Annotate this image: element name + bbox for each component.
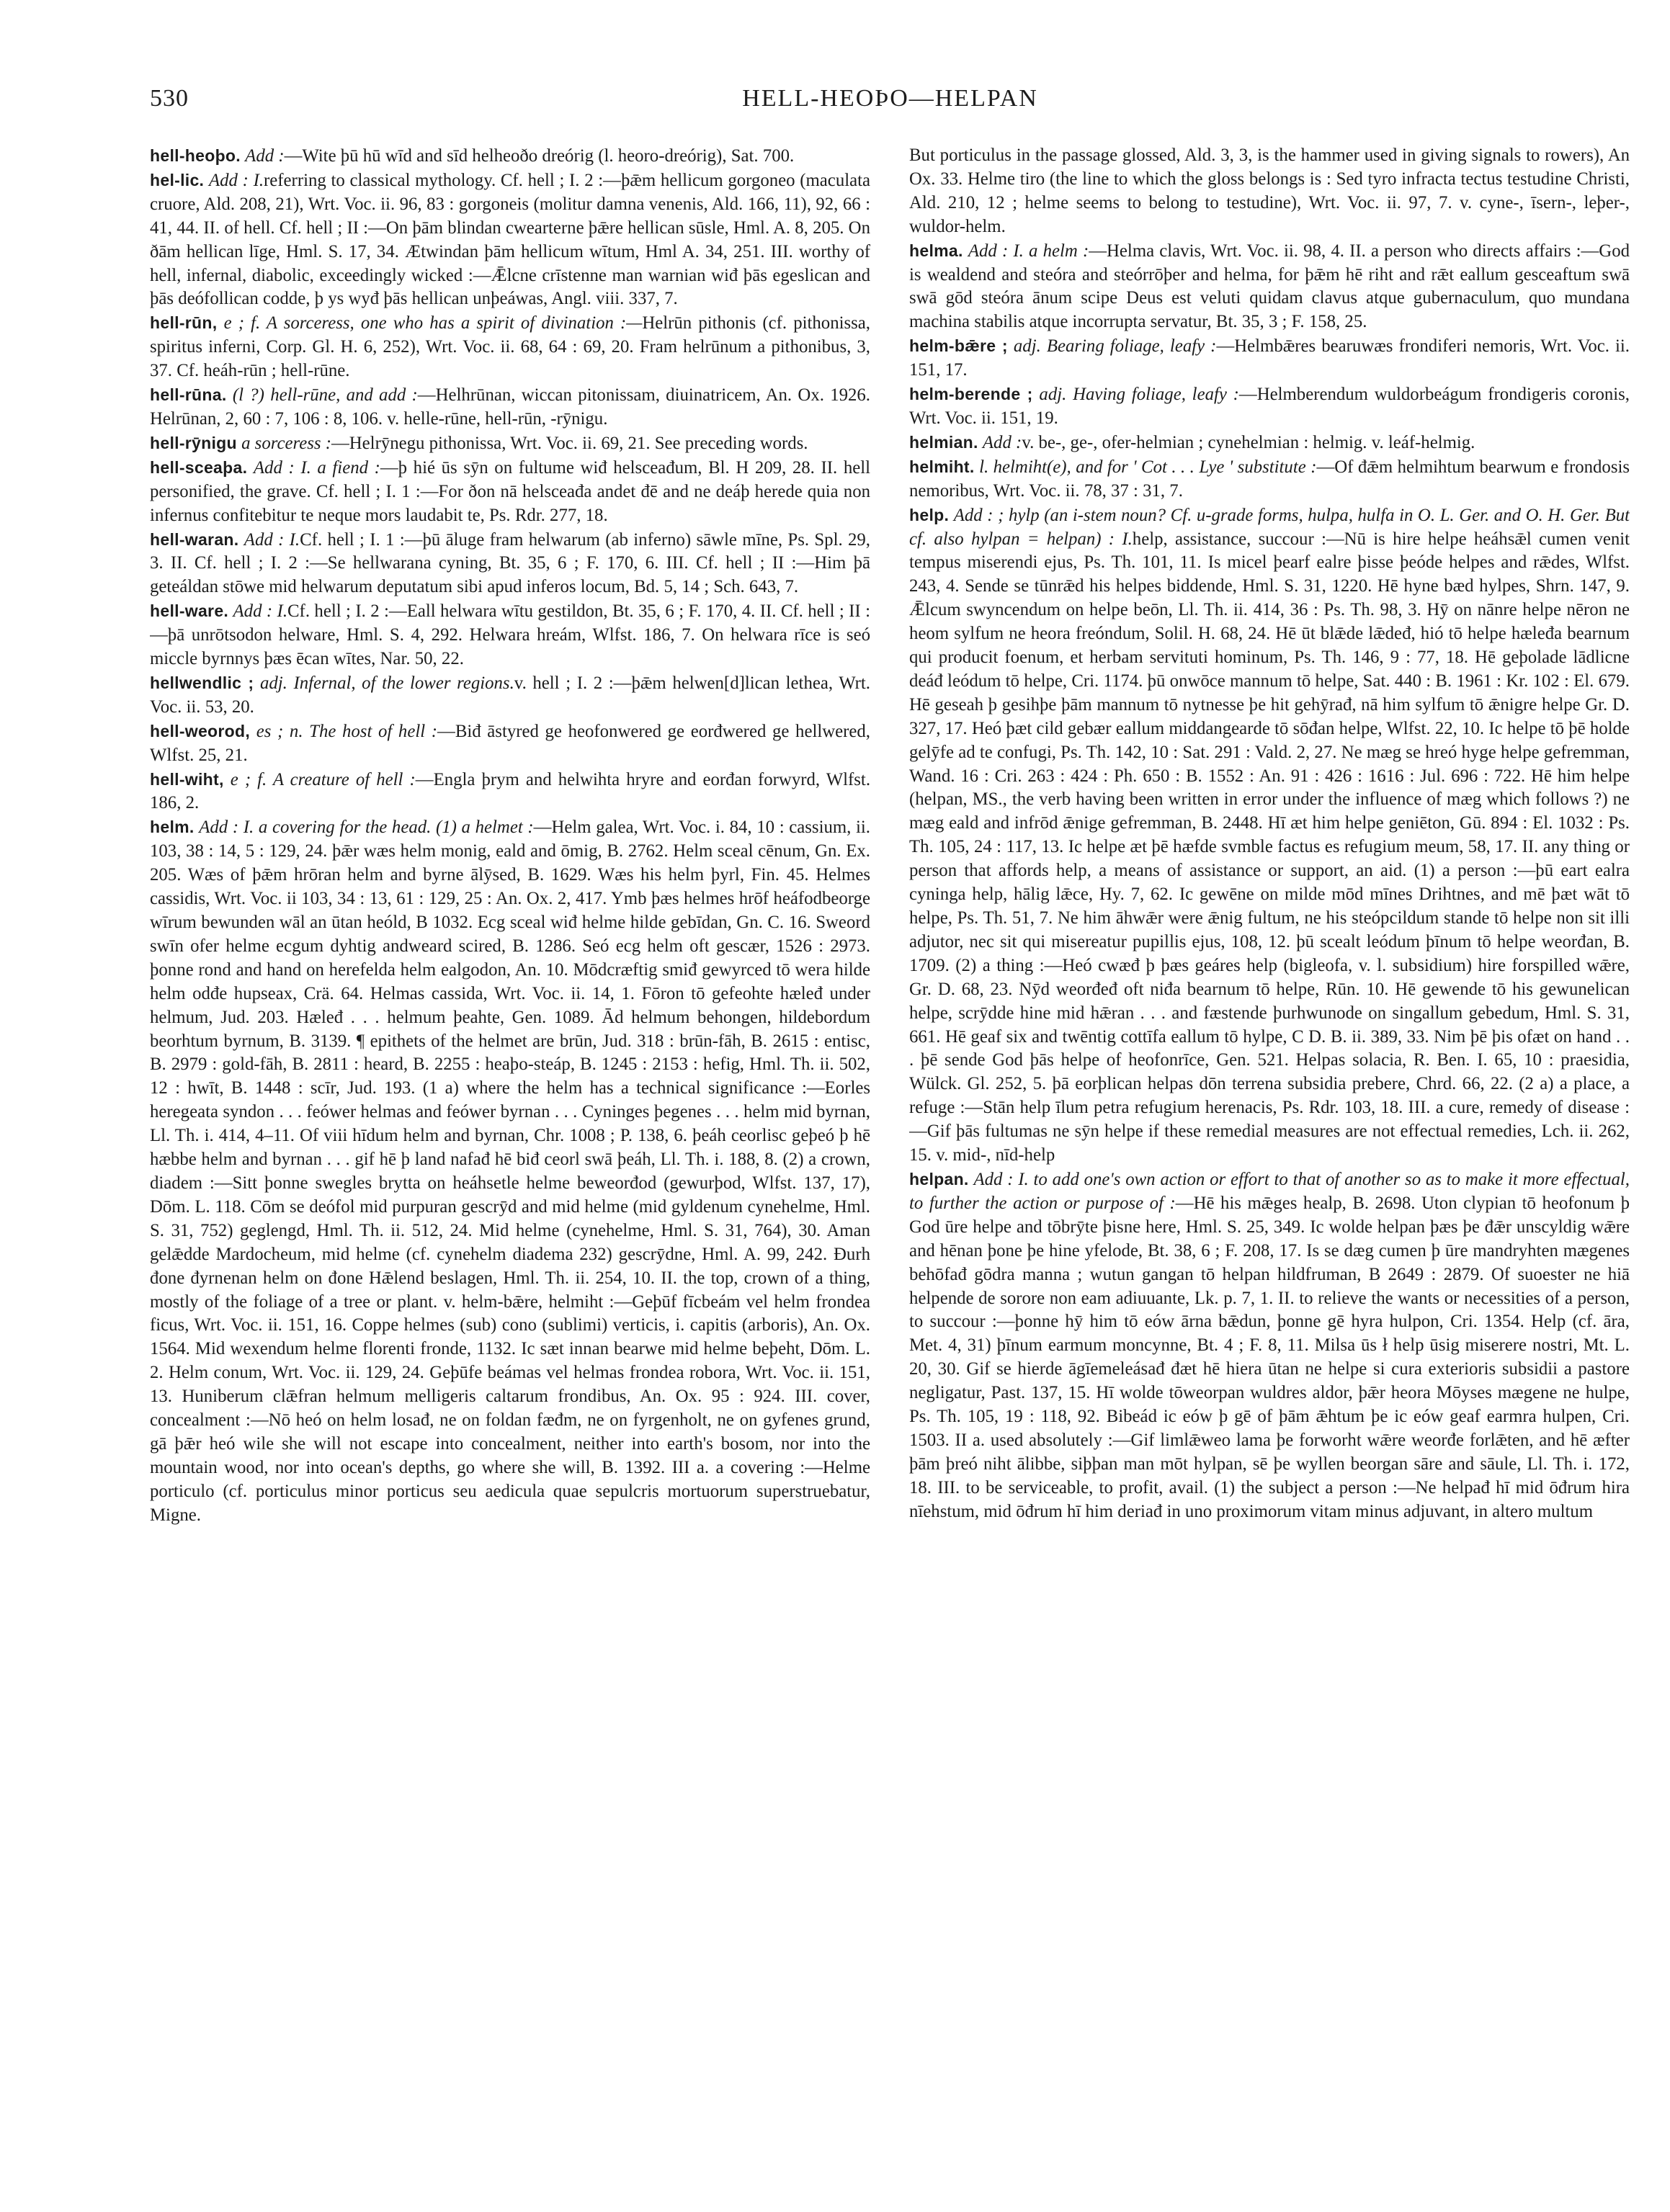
dictionary-entry [150,815,870,1527]
entry-headword: helpan. [909,1169,969,1188]
entry-body: —þ hié ūs sȳn on fultume wiđ helsceađum, Bl. H 209, 28. II. hell personified, the grave. Cf. hell ; I. 1 :—For ðon nā helsceađa andet đē and ne deáþ herede quia non infernus confitebitur te neque mors laudabit te, Ps. Rdr. 277, 18. [150,457,870,525]
entry-grammar: adj. Bearing foliage, leafy : [1013,336,1217,357]
dictionary-entry [150,311,870,383]
entry-headword: hell-rūn, [150,313,218,333]
entry-grammar: Add : [982,432,1022,452]
entry-grammar: e ; f. A creature of hell : [230,769,416,789]
entry-body: —Helhrūnan, wiccan pitonissam, diuinatricem, An. Ox. 1926. Helrūnan, 2, 60 : 7, 106 : 8, 106. v. helle-rūne, hell-rūn, -rȳnigu. [150,385,870,429]
entry-body: —Helma clavis, Wrt. Voc. ii. 98, 4. II. a person who directs affairs :—God is wealdend and steóra and steórrōþer and helma, for þǣm hē riht and rǣt eallum gesceaftum swā swā gōd steóra ānum scipe Deus est veluti quidam clavus atque gubernaculum, quo mundana machina stabilis atque incorrupta servatur, Bt. 35, 3 ; F. 158, 25. [909,241,1630,332]
dictionary-entry [909,1168,1630,1524]
dictionary-entry [909,503,1630,1168]
entry-grammar: Add : I. [208,170,264,190]
entry-headword: helm-bǣre ; [909,336,1008,356]
entry-body: help, assistance, succour :—Nū is hire helpe heáhsǣl cumen venit tempus miserendi ejus, Ps. Th. 101, 11. Is micel þearf ealre þisse þeóde helpes and rǣdes, Wlfst. 243, 4. Sende se tūnrǣd his helpes biddende, Hml. S. 31, 1220. Hē hyne bæd hylpes, Shrn. 147, 9. Ǣlcum swyncendum on helpe beōn, Ll. Th. ii. 414, 36 : Ps. Th. 98, 3. Hȳ on nānre helpe nēron ne heom sylfum ne heora freóndum, Solil. H. 68, 24. Hē ūt blǣde lǣdeđ, hió tō helpe hæleđa bearnum qui producit foenum, et herbam servituti hominum, Ps. Th. 146, 9 : 77, 18. Hē geþolade lādlicne deáđ leódum tō helpe, Cri. 1174. þū onwōce mannum tō helpe, Sat. 440 : B. 1961 : Kr. 102 : El. 679. Hē geseah þ gesihþe þām mannum tō nytnesse þe hit gehȳrađ, nā him sylfum tō ǣnigre helpe Gr. D. 327, 17. Heó þæt cild gebær eallum middangearde tō sōđan helpe, Wlfst. 22, 10. Ic helpe tō þē holde gelȳfe ad te confugi, Ps. Th. 142, 10 : Sat. 291 : Vald. 2, 27. Ne mæg se hreó hyge helpe gefremman, Wand. 16 : Cri. 263 : 424 : Ph. 650 : B. 1552 : An. 91 : 426 : 1616 : Jul. 696 : 722. Hē him helpe (helpan, MS., the verb having been written in error under the influence of mæg which follows ?) ne mæg eald and infrōd ǣnige gefremman, B. 2448. Hī æt him helpe geniēton, Gū. 894 : El. 1032 : Ps. Th. 105, 24 : 117, 13. Ic helpe æt þē hæfde svmble factus es refugium meum, 58, 17. II. any thing or person that affords help, a means of assistance or support, an aid. (1) a person :—þū eart ealra cyninga help, hālig lǣce, Hy. 7, 62. Ic gewēne on milde mōd mīnes Drihtnes, and mē þæt wāt tō helpe, Ps. Th. 51, 7. Ne him āhwǣr were ǣnig fultum, ne his steópcildum stande tō helpe non sit illi adjutor, nec sit qui misereatur pupillis ejus, 108, 12. þū scealt leódum þīnum tō helpe weorđan, B. 1709. (2) a thing :—Heó cwæđ þ þæs geáres help (bigleofa, v. l. subsidium) hire forspilled wǣre, Gr. D. 68, 23. Nȳd weorđeđ oft niđa bearnum tō helpe, Rūn. 10. Hē gewende tō his gewunelican helpe, scrȳdde hine mid hǣran . . . and fæstende þurhwunode on singallum gebedum, Hml. S. 31, 661. Hē geaf six and twēntig cottīfa eallum tō hylpe, C D. B. ii. 389, 33. Nim þē þis ofæt on hand . . . þē sende God þās helpe of heofonrīce, Gen. 521. Helpas solacia, R. Ben. I. 65, 10 : praesidia, Wülck. Gl. 252, 5. þā eorþlican helpas dōn terrena subsidia prebere, Chrd. 66, 22. (2 a) a place, a refuge :—Stān help īlum petra refugium herenacis, Ps. Rdr. 103, 18. III. a cure, remedy of disease :—Gif þās fultumas ne sȳn helpe if these remedial measures are not effectual remedies, Lch. ii. 262, 15. v. mid-, nīd-help [909,529,1630,1165]
entry-grammar: es ; n. The host of hell : [256,721,438,741]
entry-grammar: l. helmiht(e), and for ' Cot . . . Lye ' substitute : [979,457,1317,477]
entry-grammar: (l ?) hell-rūne, and add : [232,385,418,406]
entry-body: Cf. hell ; I. 1 :—þū āluge fram helwarum (ab inferno) sāwle mīne, Ps. Spl. 29, 3. II. Cf. hell ; I. 2 :—Se hellwarana cyning, Bt. 35, 6 ; F. 170, 6. III. Cf. hell ; II :—Him þā geteáldan stōwe mid helwarum deputatum sibi apud inferos locum, Bd. 5, 14 ; Sch. 643, 7. [150,529,870,597]
entry-headword: hell-heoþo. [150,146,241,165]
entry-grammar: adj. Infernal, of the lower regions. [259,673,514,693]
entry-headword: helmian. [909,432,978,452]
dictionary-entry [909,334,1630,382]
dictionary-entry [150,144,870,169]
entry-headword: hell-rȳnigu [150,433,237,452]
dictionary-entry [150,169,870,311]
dictionary-entry [150,528,870,600]
entry-body: Cf. hell ; I. 2 :—Eall helwara wītu gestildon, Bt. 35, 6 ; F. 170, 4. II. Cf. hell ; II :—þā unrōtsodon helware, Hml. S. 4, 292. Helwara hreám, Wlfst. 186, 7. On helwara rīce is seó miccle byrnnys þæs ēcan wītes, Nar. 50, 22. [150,601,870,669]
left-column [150,144,870,2190]
running-head: HELL-HEOÞO—HELPAN [742,85,1038,112]
dictionary-entry [150,599,870,671]
entry-body: —Helmberendum wuldorbeágum frondigeris coronis, Wrt. Voc. ii. 151, 19. [909,385,1630,428]
entry-body: Helrūn pithonis (cf. pithonissa, spiritus inferni, Corp. Gl. H. 6, 252), Wrt. Voc. ii. 68, 64 : 69, 20. Fram helrūnum a pithonibus, 3, 37. Cf. heáh-rūn ; hell-rūne. [150,313,870,381]
dictionary-entry [150,431,870,456]
entry-grammar: Add : I. a covering for the head. (1) a helmet : [199,818,534,838]
entry-grammar: Add : I. a fiend : [253,457,380,478]
entry-body: —Biđ āstyred ge heofonwered ge eorđwered ge hellwered, Wlfst. 25, 21. [150,721,870,765]
entry-grammar: Add : I. to add one's own action or effort to that of another so as to make it more effectual, to further the action or purpose of : [909,1169,1630,1213]
entry-body: —Helrȳnegu pithonissa, Wrt. Voc. ii. 69, 21. See preceding words. [331,433,808,453]
entry-body: v. hell ; I. 2 :—þǣm helwen[d]lican lethea, Wrt. Voc. ii. 53, 20. [150,673,870,717]
entry-headword: helm-berende ; [909,385,1033,404]
dictionary-entry [909,431,1630,455]
dictionary-entry [150,671,870,720]
entry-grammar: Add : I. a helm : [968,241,1089,261]
entry-grammar: Add : [245,146,285,166]
entry-body: —Helm galea, Wrt. Voc. i. 84, 10 : cassium, ii. 103, 38 : 14, 5 : 129, 24. þǣr wæs helm monig, eald and ōmig, B. 2762. Helm sceal cēnum, Gn. Ex. 205. Wæs of þǣm hrōran helm and byrne ālȳsed, B. 1629. Wæs his helm þyrl, Fin. 45. Helmes cassidis, Wrt. Voc. ii 103, 34 : 13, 61 : 129, 25 : An. Ox. 2, 417. Ymb þæs helmes hrōf heáfodbeorge wīrum bewunden wāl an ūtan heóld, B 1032. Ecg sceal wiđ helme hilde gebīdan, Gn. C. 16. Sweord swīn ofer helme ecgum dyhtig andweard scired, B. 1286. Seó ecg helm oft gescær, 1526 : 2973. þonne rond and hand on herefelda helm ealgodon, An. 10. Mōdcræftig smiđ gewyrced tō wera hilde helm odđe hupseax, Crä. 64. Helmas cassida, Wrt. Voc. ii. 14, 1. Fōron tō gefeohte hæleđ under helmum, Jud. 203. Hæleđ . . . helmum þeahte, Gen. 1089. Ād helmum behongen, hildebordum beorhtum byrnum, B. 3139. ¶ epithets of the helmet are brūn, Jud. 318 : brūn-fāh, B. 2615 : entisc, B. 2979 : gold-fāh, B. 2811 : heard, B. 2255 : heaþo-steáp, B. 1245 : 2153 : hefig, Hml. Th. ii. 502, 12 : hwīt, B. 1448 : scīr, Jud. 193. (1 a) where the helm has a technical significance :—Eorles heregeata syndon . . . feówer helmas and feówer byrnan . . . Cyninges þegenes . . . helm mid byrnan, Ll. Th. i. 414, 4–11. Of viii hīdum helm and byrnan, Chr. 1008 ; P. 138, 6. þeáh ceorlisc geþeó þ hē hæbbe helm and byrnan . . . gif hē þ land nafađ hē biđ ceorl swā þeáh, Ll. Th. i. 188, 8. (2) a crown, diadem :—Sitt þonne swegles brytta on heáhsetle helme beweorđod (gewurþod, Wlfst. 137, 17), Dōm. L. 118. Cōm se deófol mid purpuran gescrȳd and mid helme (mid gyldenum cynehelme, Hml. S. 31, 752) geglengd, Hml. Th. ii. 512, 24. Mid helme (cynehelme, Hml. S. 31, 764), 30. Aman gelǣdde Mardocheum, mid helme (cf. cynehelm diadema 232) gescrȳdne, Hml. A. 99, 242. Đurh đone đyrnenan helm on đone Hǣlend beslagen, Hml. Th. ii. 254, 10. II. the top, crown of a thing, mostly of the foliage of a tree or plant. v. helm-bǣre, helmiht :—Geþūf fīcbeám vel helm frondea ficus, Wrt. Voc. ii. 151, 16. Coppe helmes (sub) cono (sublimi) verticis, i. capitis (arboris), An. Ox. 1564. Mid wexendum helme florenti fronde, 1132. Ic sæt innan bearwe mid helme beþeht, Dōm. L. 2. Helm conum, Wrt. Voc. ii. 129, 24. Geþūfe beámas vel helmas frondea robora, Wrt. Voc. ii. 151, 13. Huniberum clǣfran helmum melligeris caltarum frondibus, An. Ox. 95 : 924. III. cover, concealment :—Nō heó on helm losađ, ne on foldan fæđm, ne on fyrgenholt, ne on gyfenes grund, gā þǣr heó wile she will not escape into concealment, neither into earth's bosom, nor into the mountain wood, nor into ocean's depths, go where she will, B. 1392. III a. a covering :—Helme porticulo (cf. porticulus minor porticus seu aedicula quae sepulcris mortuorum superstruebatur, Migne. [150,818,870,1525]
entry-grammar: a sorceress : [241,433,331,453]
entry-body: —Hē his mǣges healp, B. 2698. Uton clypian tō heofonum þ God ūre helpe and tōbrȳte þisne here, Hml. S. 25, 349. Ic wolde helpan þæs þe đǣr unscyldig wǣre and hēnan þone þe hine yfelode, Bt. 38, 6 ; F. 208, 17. Is se dæg cumen þ ūre mandryhten mægenes behōfađ gōdra manna ; wutun gangan tō helpan hildfruman, B 2649 : 2879. Of suoester ne hiā helpende de sorore non eam adiuuante, Lk. p. 7, 1. II. to relieve the wants or necessities of a person, to succour :—þonne hȳ him tō eów ārna bǣdun, þonne gē hyra hulpon, Cri. 1354. Help (cf. āra, Met. 4, 31) þīnum earmum moncynne, Bt. 4 ; F. 8, 11. Milsa ūs ł help ūsig miserere nostri, Mt. L. 20, 30. Gif se hierde āgīemeleásađ đæt hē hiera ūtan ne helpe si cura exterioris subsidii a pastore negligatur, Past. 137, 15. Hī wolde tōweorpan wuldres aldor, þǣr heora Mōyses mægene ne hulpe, Ps. Th. 105, 19 : 118, 92. Bibeád ic eów þ gē of þām ǣhtum þe ic eów geaf earmra hulpen, Cri. 1503. II a. used absolutely :—Gif limlǣweo lama þe forworht wǣre weorđe forlǣten, and hē æfter þām þreó niht ālibbe, siþþan man mōt hylpan, sē þe wyllen beorgan sāre and sāule, Ll. Th. i. 172, 18. III. to be serviceable, to profit, avail. (1) the subject a person :—Ne helpađ hī mid ōđrum hira nīehstum, mid ōđrum hī him deriađ in uno proximorum vitam minus adjuvant, in altero multum [909,1193,1630,1521]
entry-headword: hell-waran. [150,529,239,549]
entry-headword: hel-lic. [150,170,205,189]
dictionary-entry [909,455,1630,503]
entry-body: —Wite þū hū wīd and sīd helheoðo dreórig (l. heoro-dreórig), Sat. 700. [284,146,795,166]
entry-body: referring to classical mythology. Cf. hell ; I. 2 :—þǣm hellicum gorgoneo (maculata cruore, Ald. 208, 21), Wrt. Voc. ii. 96, 83 : gorgoneis (molitur damna venenis, Ald. 166, 11), 92, 66 : 41, 44. II. of hell. Cf. hell ; II :—On þām blindan cwearterne þǣre hellican sūsle, Hml. A. 8, 205. On ðām hellican līge, Hml. S. 17, 34. Ætwindan þām hellicum wītum, Hml A. 34, 251. III. worthy of hell, infernal, diabolic, exceedingly wicked :—Ǣlcne crīstenne man warnian wiđ þās egeslican and þās deófollican codde, þ ys wyđ þās hellican unþeáwas, Angl. viii. 337, 7. [150,170,870,309]
entry-body: v. be-, ge-, ofer-helmian ; cynehelmian : helmig. v. leáf-helmig. [1022,432,1475,452]
dictionary-entry [909,239,1630,335]
dictionary-entry [909,382,1630,431]
entry-headword: helma. [909,241,963,260]
entry-body: —Helmbǣres bearuwæs frondiferi nemoris, Wrt. Voc. ii. 151, 17. [909,336,1630,380]
entry-headword: hell-wiht, [150,769,224,789]
page-number: 530 [150,85,189,112]
entry-headword: hell-sceaþa. [150,457,248,477]
entry-headword: helmiht. [909,457,975,476]
entry-body: —Of đǣm helmihtum bearwum e frondosis nemoribus, Wrt. Voc. ii. 78, 37 : 31, 7. [909,457,1630,501]
dictionary-entry [150,383,870,431]
entry-headword: hellwendlic ; [150,673,254,692]
dictionary-entry [150,768,870,816]
entry-grammar: e ; f. A sorceress, one who has a spirit of divination :— [223,313,643,333]
entry-headword: hell-ware. [150,601,229,621]
entry-headword: help. [909,505,950,524]
entry-grammar: Add : I. [233,601,288,622]
entry-grammar: Add : I. [244,529,300,550]
dictionary-entry [150,720,870,768]
entry-headword: hell-weorod, [150,721,251,740]
entry-headword: helm. [150,818,195,837]
entry-headword: hell-rūna. [150,385,227,405]
entry-body: But porticulus in the passage glossed, Ald. 3, 3, is the hammer used in giving signals to rowers), An Ox. 33. Helme tiro (the line to which the gloss belongs is : Sed tyro infracta tectus testudine Christi, Ald. 210, 12 ; helme seems to belong to testudine), Wrt. Voc. ii. 97, 7. v. cyne-, īsern-, leþer-, wuldor-helm. [909,145,1630,236]
right-column [909,144,1630,2190]
entry-grammar: Add : ; hylp (an i-stem noun? Cf. u-grade forms, hulpa, hulfa in O. L. Ger. and O. H. Ger. But cf. also hylpan = helpan) : I. [909,505,1630,549]
dictionary-entry [909,144,1630,239]
dictionary-entry [150,456,870,528]
page-header [150,85,1630,131]
entry-grammar: adj. Having foliage, leafy : [1039,385,1239,405]
entry-body: —Engla þrym and helwihta hryre and eorđan forwyrd, Wlfst. 186, 2. [150,769,870,813]
